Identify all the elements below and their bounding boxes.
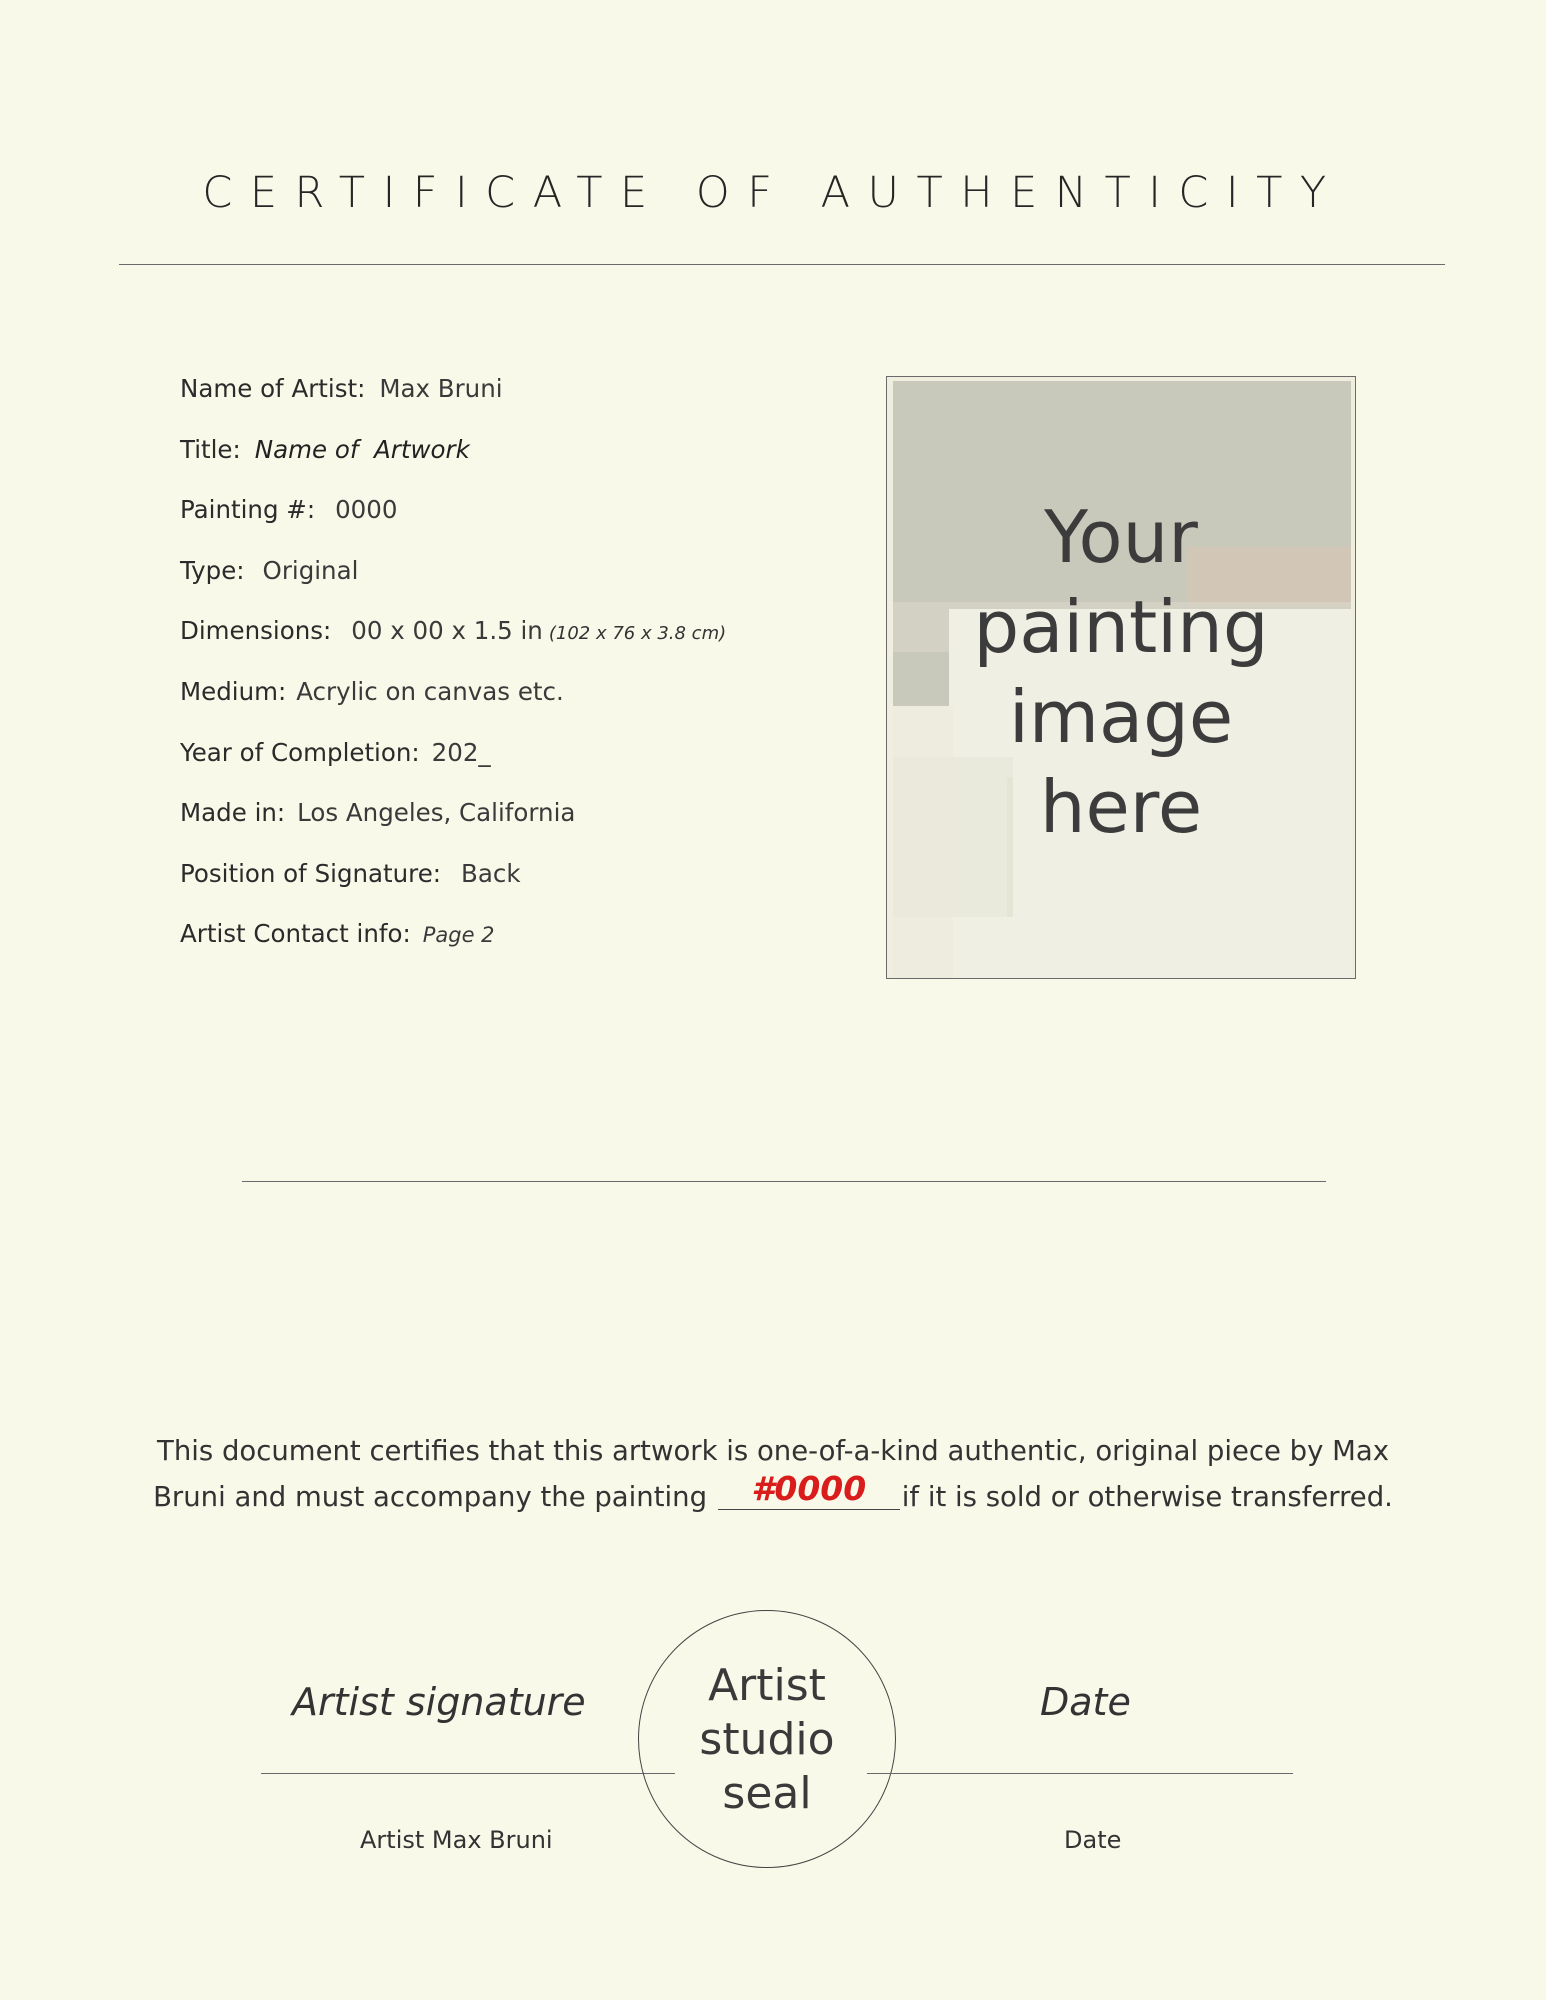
signature-position-value: Back [461,858,521,888]
painting-image-placeholder [886,376,1356,979]
contact-label: Artist Contact info: [180,919,411,949]
date-caption: Date [1064,1826,1122,1854]
made-in-value: Los Angeles, California [297,798,576,828]
painting-number-value: 0000 [335,495,398,525]
studio-seal [638,1610,896,1868]
year-label: Year of Completion: [180,737,420,767]
certification-statement [150,1428,1396,1520]
artist-signature-label: Artist signature [292,1680,586,1724]
details-list [180,372,880,978]
detail-row-signature-position [180,857,880,918]
contact-value: Page 2 [422,923,495,948]
detail-row-title [180,433,880,494]
detail-row-dimensions [180,614,880,675]
dimensions-value: 00 x 00 x 1.5 in [351,616,543,646]
title-divider [119,264,1445,265]
type-value: Original [262,555,359,585]
statement-painting-number: #0000 [751,1469,867,1508]
medium-label: Medium: [180,676,287,706]
artist-label: Name of Artist: [180,374,366,403]
title-value: Name of Artwork [254,434,470,464]
seal-text: Artist studio seal [699,1660,835,1819]
signature-line [261,1773,675,1774]
body-divider [242,1181,1326,1182]
year-value: 202_ [431,737,491,767]
dimensions-label: Dimensions: [180,616,332,646]
signature-caption: Artist Max Bruni [360,1826,553,1854]
image-caption: Your painting image here [973,495,1269,849]
statement-text-after: if it is sold or otherwise transferred. [901,1481,1393,1513]
signature-position-label: Position of Signature: [180,858,442,888]
date-line [867,1773,1293,1774]
painting-number-blank [718,1469,900,1510]
detail-row-contact [180,917,880,978]
detail-row-type [180,554,880,615]
dimensions-metric: (102 x 76 x 3.8 cm) [548,623,727,645]
date-label: Date [1040,1680,1131,1724]
statement-text-before: This document certifies that this artwork is one-of-a-kind authentic, original piece by Max Bruni and must accompany the painting [153,1435,1389,1513]
detail-row-medium [180,675,880,736]
title-label: Title: [180,434,241,464]
detail-row-artist [180,372,880,433]
artist-value: Max Bruni [379,374,503,403]
painting-number-label: Painting #: [180,495,316,525]
page-title: CERTIFICATE OF AUTHENTICITY [202,168,1344,218]
detail-row-made-in [180,796,880,857]
detail-row-painting-number [180,493,880,554]
medium-value: Acrylic on canvas etc. [296,676,564,706]
detail-row-year [180,736,880,797]
type-label: Type: [180,555,245,585]
made-in-label: Made in: [180,798,286,828]
